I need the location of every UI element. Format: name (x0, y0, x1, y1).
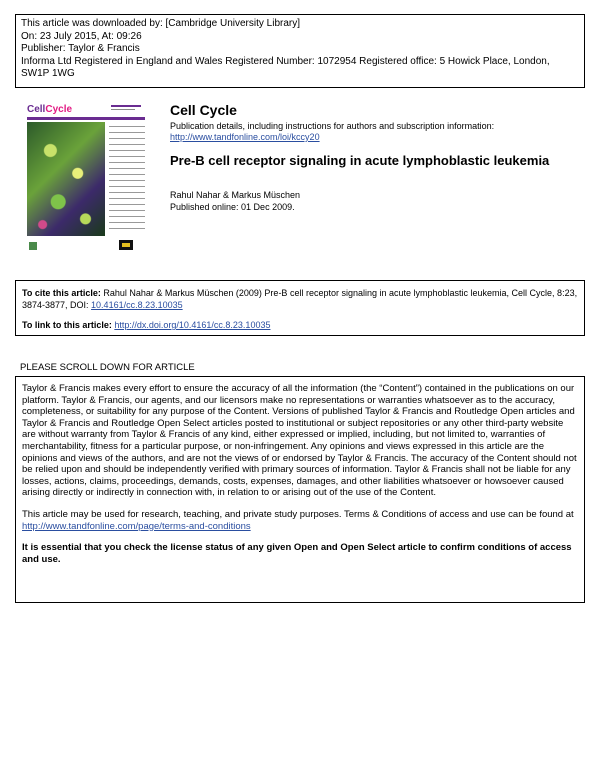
cite-label: To cite this article: (22, 288, 101, 298)
link-label: To link to this article: (22, 320, 115, 330)
cover-footer-logo (29, 242, 37, 250)
link-line (22, 320, 578, 332)
journal-cover-image (27, 102, 148, 252)
license-notice: It is essential that you check the license status of any given Open and Open Select article to confirm conditions of access and use. (22, 542, 572, 565)
cover-logo: CellCycle (27, 104, 73, 115)
doi-link[interactable]: 10.4161/cc.8.23.10035 (91, 299, 183, 310)
scroll-down-note: PLEASE SCROLL DOWN FOR ARTICLE (20, 362, 195, 373)
article-link[interactable]: http://dx.doi.org/10.4161/cc.8.23.10035 (114, 320, 271, 330)
terms-link[interactable]: http://www.tandfonline.com/page/terms-and-conditions (22, 520, 251, 532)
terms-paragraph: This article may be used for research, teaching, and private study purposes. Terms & Conditions of access and use can be found at http://www.tandfonline.com/page/terms-and-conditions (22, 508, 574, 532)
published-date: Published online: 01 Dec 2009. (170, 202, 295, 212)
downloaded-by-line: This article was downloaded by: [Cambridge University Library] (21, 18, 301, 29)
publisher-line: Publisher: Taylor & Francis (21, 43, 140, 54)
article-title: Pre-B cell receptor signaling in acute lymphoblastic leukemia (170, 153, 550, 168)
disclaimer-box (15, 376, 585, 603)
cite-text: Rahul Nahar & Markus Müschen (2009) Pre-B cell receptor signaling in acute lymphoblastic leukemia, Cell Cycle, 8:23, 3874-3877, DOI: (22, 288, 578, 310)
journal-title: Cell Cycle (170, 102, 237, 118)
download-info-box (15, 14, 585, 88)
citation-line (22, 288, 578, 311)
article-authors: Rahul Nahar & Markus Müschen (170, 190, 301, 200)
cover-micrograph (27, 122, 105, 236)
disclaimer-paragraph: Taylor & Francis makes every effort to ensure the accuracy of all the information (the “Content”) contained in the publications on our platform. Taylor & Francis, our agents, and our licensors make no representations or warranties whatsoever as to the accuracy, completeness, or suitability for any purpose of the Content. Versions of published Taylor & Francis and Routledge Open articles and Taylor & Francis and Routledge Open Select articles posted to institutional or subject repositories or any other third-party website are without warranty from Taylor & Francis of any kind, either expressed or implied, including, but not limited to, warranties of merchantability, fitness for a particular purpose, or non-infringement. Any opinions and views expressed in this article are the opinions and views of the authors, and are not the views of or endorsed by Taylor & Francis. The accuracy of the Content should not be relied upon and should be independently verified with primary sources of information. Taylor & Francis shall not be liable for any losses, actions, claims, proceedings, demands, costs, expenses, damages, and other liabilities whatsoever or howsoever caused arising directly or indirectly in connection with, in relation to or arising out of the use of the Content. (22, 383, 577, 499)
publication-details: Publication details, including instructions for authors and subscription information: (170, 121, 495, 131)
citation-box (15, 280, 585, 336)
download-date-line: On: 23 July 2015, At: 09:26 (21, 30, 142, 42)
journal-link[interactable]: http://www.tandfonline.com/loi/kccy20 (170, 132, 320, 142)
registration-line: Informa Ltd Registered in England and Wales Registered Number: 1072954 Registered office: 5 Howick Place, London, SW1P 1WG (21, 55, 550, 79)
cover-publisher-badge (119, 240, 133, 250)
